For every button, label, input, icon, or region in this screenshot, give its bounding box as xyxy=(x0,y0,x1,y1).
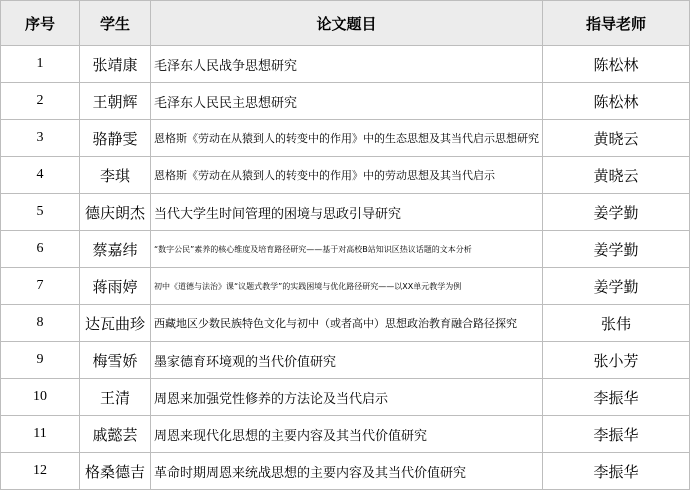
cell-index: 10 xyxy=(1,379,80,416)
cell-title: 恩格斯《劳动在从猿到人的转变中的作用》中的生态思想及其当代启示思想研究 xyxy=(151,120,543,157)
cell-student: 格桑德吉 xyxy=(80,453,151,490)
cell-index: 12 xyxy=(1,453,80,490)
cell-student: 王清 xyxy=(80,379,151,416)
cell-title: 周恩来加强党性修养的方法论及当代启示 xyxy=(151,379,543,416)
cell-student: 梅雪娇 xyxy=(80,342,151,379)
cell-index: 9 xyxy=(1,342,80,379)
cell-title: 恩格斯《劳动在从猿到人的转变中的作用》中的劳动思想及其当代启示 xyxy=(151,157,543,194)
table-row xyxy=(1,46,690,83)
table-row xyxy=(1,416,690,453)
cell-index: 8 xyxy=(1,305,80,342)
cell-title: 墨家德育环境观的当代价值研究 xyxy=(151,342,543,379)
cell-student: 张靖康 xyxy=(80,46,151,83)
cell-student: 达瓦曲珍 xyxy=(80,305,151,342)
table-row xyxy=(1,231,690,268)
cell-advisor: 姜学勤 xyxy=(543,231,690,268)
cell-title: 毛泽东人民战争思想研究 xyxy=(151,46,543,83)
cell-index: 1 xyxy=(1,46,80,83)
header-title: 论文题目 xyxy=(151,1,543,46)
cell-title: 毛泽东人民民主思想研究 xyxy=(151,83,543,120)
cell-student: 蔡嘉纬 xyxy=(80,231,151,268)
cell-student: 王朝辉 xyxy=(80,83,151,120)
cell-advisor: 张小芳 xyxy=(543,342,690,379)
table-row xyxy=(1,305,690,342)
cell-title: 西藏地区少数民族特色文化与初中（或者高中）思想政治教育融合路径探究 xyxy=(151,305,543,342)
table-row xyxy=(1,342,690,379)
cell-student: 德庆朗杰 xyxy=(80,194,151,231)
cell-advisor: 陈松林 xyxy=(543,83,690,120)
cell-index: 6 xyxy=(1,231,80,268)
table-row xyxy=(1,194,690,231)
cell-advisor: 张伟 xyxy=(543,305,690,342)
cell-advisor: 李振华 xyxy=(543,416,690,453)
table-row xyxy=(1,268,690,305)
cell-title: 初中《道德与法治》课“议题式教学”的实践困境与优化路径研究——以XX单元教学为例 xyxy=(151,268,543,305)
table-row xyxy=(1,83,690,120)
header-student: 学生 xyxy=(80,1,151,46)
cell-student: 蒋雨婷 xyxy=(80,268,151,305)
header-advisor: 指导老师 xyxy=(543,1,690,46)
table-header-row xyxy=(1,1,690,46)
cell-title: 革命时期周恩来统战思想的主要内容及其当代价值研究 xyxy=(151,453,543,490)
cell-index: 2 xyxy=(1,83,80,120)
cell-advisor: 李振华 xyxy=(543,453,690,490)
cell-title: 周恩来现代化思想的主要内容及其当代价值研究 xyxy=(151,416,543,453)
table-row xyxy=(1,157,690,194)
cell-index: 4 xyxy=(1,157,80,194)
cell-index: 3 xyxy=(1,120,80,157)
cell-advisor: 李振华 xyxy=(543,379,690,416)
cell-student: 戚懿芸 xyxy=(80,416,151,453)
cell-title: 当代大学生时间管理的困境与思政引导研究 xyxy=(151,194,543,231)
cell-advisor: 姜学勤 xyxy=(543,268,690,305)
cell-index: 7 xyxy=(1,268,80,305)
cell-title: “数字公民”素养的核心维度及培育路径研究——基于对高校B站知识区热议话题的文本分析 xyxy=(151,231,543,268)
cell-index: 5 xyxy=(1,194,80,231)
table-row xyxy=(1,453,690,490)
cell-advisor: 陈松林 xyxy=(543,46,690,83)
cell-student: 李琪 xyxy=(80,157,151,194)
cell-index: 11 xyxy=(1,416,80,453)
header-index: 序号 xyxy=(1,1,80,46)
cell-advisor: 姜学勤 xyxy=(543,194,690,231)
cell-advisor: 黄晓云 xyxy=(543,120,690,157)
cell-advisor: 黄晓云 xyxy=(543,157,690,194)
cell-student: 骆静雯 xyxy=(80,120,151,157)
table-row xyxy=(1,120,690,157)
table-row xyxy=(1,379,690,416)
